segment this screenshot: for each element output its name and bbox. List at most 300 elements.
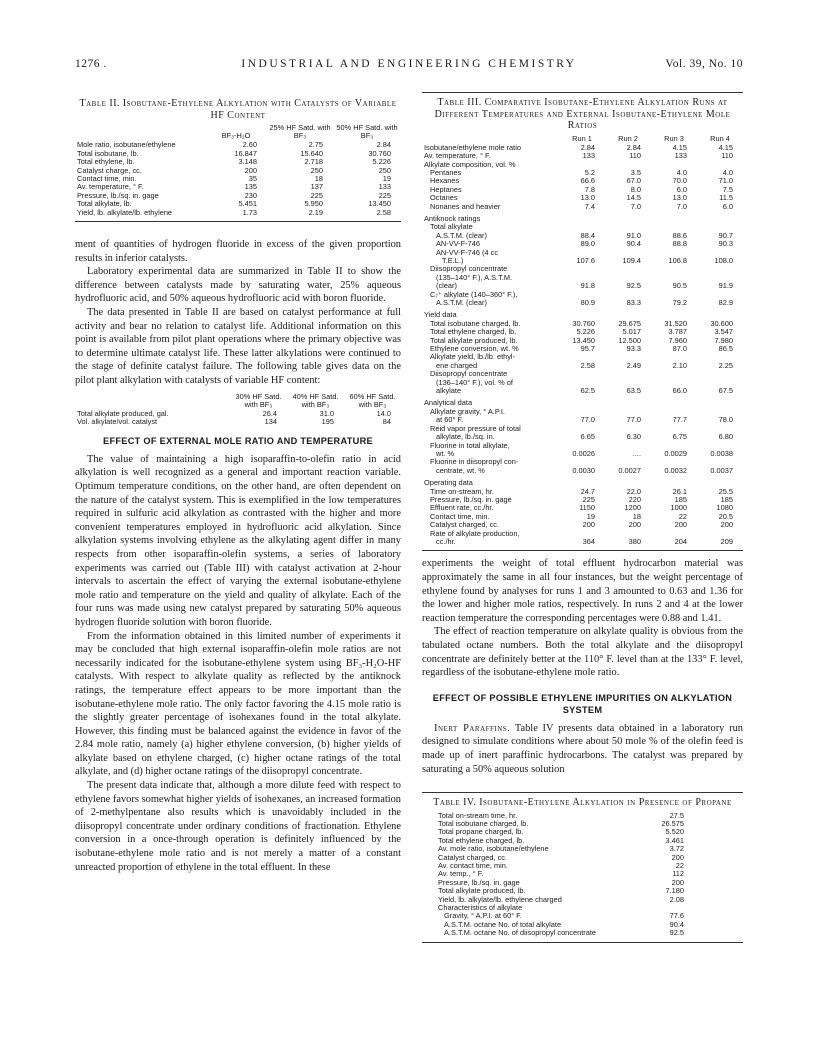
table2-cell: 2.75 [308,140,323,150]
table3-row [422,538,743,546]
table2-cell: 133 [378,182,391,192]
table3-cell: 22 [678,511,687,521]
table3-cell: .... [632,448,641,458]
inline-table-row [75,418,401,426]
table2-row-label: Av. temperature, ° F. [77,182,144,192]
table3-cell: 7.4 [584,201,595,211]
table3-row-label: Diisopropyl concentrate [430,369,508,379]
table3-cell [697,395,743,407]
table4-row-label: Characteristics of alkylate [438,903,523,913]
table3-row-label: Pressure, lb./sq. in. gage [430,494,512,504]
table3-cell [605,475,651,487]
inline-table-header-row [75,393,401,410]
table3-cell: 13.450 [572,335,595,345]
table3-cell: 13.0 [672,193,687,203]
table3-row-label: wt. % [436,448,455,458]
table3-cell [697,161,743,169]
table3-cell: 6.65 [580,432,595,442]
table4-row-label: Total ethylene charged, lb. [438,835,525,845]
table3-cell: 5.226 [576,327,595,337]
table3-row-label: Effluent rate, cc./hr. [430,503,494,513]
table3-cell: 7.8 [584,184,595,194]
table3-cell: 200 [582,520,595,530]
table3-row [422,467,743,475]
table4-cell: 22 [675,861,684,871]
table2-cell: 225 [310,190,323,200]
table3-cell [559,530,605,538]
table3-cell [605,307,651,319]
table3-cell: 22.0 [626,486,641,496]
table2-cell: 2.60 [242,140,257,150]
table3-cell [697,307,743,319]
table3-cell: 14.5 [626,193,641,203]
table3-row-label: Total isobutane charged, lb. [430,318,521,328]
table3-row [422,299,743,307]
table3-cell [559,307,605,319]
table3-cell: 5.017 [622,327,641,337]
table3-cell: 90.4 [626,239,641,249]
table3-cell: 91.8 [580,281,595,291]
table4-row-label: Total alkylate produced, lb. [438,886,526,896]
table2-col-header: 50% HF Satd. with BF₃ [336,123,398,141]
table3-cell: 90.5 [672,281,687,291]
table3-row-label: Catalyst charged, cc. [430,520,500,530]
table3-cell: 31.520 [664,318,687,328]
table3-cell [651,211,697,223]
table3-cell [697,475,743,487]
table3-cell [651,530,697,538]
table3-cell: 90.3 [718,239,733,249]
table2-label: Table II. [79,98,121,109]
table4-cell: 90.4 [669,919,684,929]
table2-col-header: BF₃-H₂O [221,131,251,141]
table2-caption [75,98,401,121]
table4-cell: 92.5 [669,928,684,938]
table3-row-label: T.E.L.) [442,255,464,265]
right-column [422,92,743,943]
page-number: 1276 . [75,58,107,70]
table3-cell: 3.547 [714,327,733,337]
table3-cell: 110 [721,151,733,161]
table3-rule [422,550,743,551]
table3-row-label: Time on-stream, hr. [430,486,494,496]
table4-cell: 3.461 [665,835,684,845]
inline-table-col-header: 40% HF Satd. with BF₃ [292,391,339,409]
section2-heading: EFFECT OF POSSIBLE ETHYLENE IMPURITIES ON ALKYLATION SYSTEM [432,692,733,715]
table3-cell: 79.2 [672,298,687,308]
left-column [75,92,401,874]
table4-row-label: Yield, lb. alkylate/lb. ethylene charged [438,894,562,904]
table3-cell [605,370,651,378]
table4-cell: 200 [671,852,684,862]
table3-row-label: Contact time, min. [430,511,490,521]
table4-cell: 27.5 [669,810,684,820]
table2-rule [75,221,401,222]
table3-cell: 133 [582,151,595,161]
table3-cell: 66.0 [672,386,687,396]
inline-table-row-label: Total alkylate produced, gal. [77,409,169,418]
table3-row-label: (136–140° F.), vol. % of [436,377,513,387]
table3-cell: 4.0 [722,167,733,177]
table3-row-label: Total alkylate [430,222,473,232]
table2-row-label: Total alkylate, lb. [77,199,132,209]
table4-row-label: Total propane charged, lb. [438,827,524,837]
table3-row-label: Alkylate composition, vol. % [424,159,516,169]
table3-cell: 19 [586,511,595,521]
table4-cell: 2.08 [669,894,684,904]
table3-row-label: (135–140° F.), A.S.T.M. [436,272,513,282]
table2-cell: 19 [382,174,391,184]
table3-cell: 6.75 [672,432,687,442]
table3-cell: 20.5 [718,511,733,521]
table2-cell: 200 [244,165,257,175]
table2-cell: 135 [244,182,257,192]
inline-table-row-label: Vol. alkylate/vol. catalyst [77,417,158,427]
table3-cell: 200 [628,520,641,530]
table4-cell: 7.180 [665,886,684,896]
table3-row-label: Octanes [430,193,458,203]
table3-cell [559,475,605,487]
table2-cell: 18 [314,174,323,184]
table3-row-label: Alkylate gravity, ° A.P.I. [430,406,505,416]
table3-row [422,307,743,319]
volume-issue: Vol. 39, No. 10 [665,58,743,70]
table2-row [75,209,401,217]
table3-label: Table III. [437,97,482,108]
table4 [436,812,686,938]
table3-cell: 1000 [670,503,687,513]
table3-cell: 2.84 [580,142,595,152]
table3-row-label: Total ethylene charged, lb. [430,327,517,337]
table3-cell: 86.5 [718,344,733,354]
table2-row-label: Contact time, min. [77,174,137,184]
table3-title: Comparative Isobutane-Ethylene Alkylation Runs at Different Temperatures and External Isobutane-Ethylene Mole Ratios [434,97,731,131]
inline-table-cell: 31.0 [319,409,334,418]
table3-row-label: (clear) [436,281,457,291]
table3-cell: 7.980 [714,335,733,345]
table3-row-label: C₇⁺ alkylate (140–360° F.), [430,289,518,299]
table4-rule [422,942,743,943]
inline-table-body [75,410,401,427]
section1-paragraph: The value of maintaining a high isoparaffin-to-olefin ratio in acid alkylation is well recognized as a general and important reaction variable. Optimum temperature conditions, on the other hand, are often dependent on the nature of the catalyst system. This is exemplified in the low temperatures required in sulfuric acid alkylation as contrasted with the higher and more convenient temperatures employed in hydrofluoric acid alkylation. Since alkylation systems involving ethylene as the alkylating agent differ in many respects from other isoparaffin-olefin systems, a series of laboratory experiments was carried out (Table III) with catalyst activation at 2-hour intervals to ascertain the effect of varying the external isobutane-ethylene mole ratio and temperature on the yield and quality of alkylate. Each of the four runs was made using new catalyst prepared by saturating 50% aqueous hydrogen fluoride solution with boron fluoride. [75,453,401,628]
table3-cell: 204 [674,536,687,546]
table3-cell: 4.0 [676,167,687,177]
table3-cell [605,442,651,450]
table2-cell: 5.950 [304,199,323,209]
table3-row-label: at 60° F. [436,415,464,425]
inline-table-cell: 195 [321,417,334,427]
table3-row-label: Isobutane/ethylene mole ratio [424,142,521,152]
inline-table-header-blank [75,393,230,410]
table3-cell [559,395,605,407]
table3-row-label: Alkylate yield, lb./lb. ethyl- [430,352,516,362]
table2-body [75,141,401,217]
table3-cell [559,370,605,378]
table4-title: Isobutane-Ethylene Alkylation in Presence of Propane [479,797,732,809]
table3-cell: 24.7 [580,486,595,496]
table3-body [422,144,743,547]
table3-cell: 200 [674,520,687,530]
table3-cell: 7.5 [722,184,733,194]
table3-cell: 0.0038 [710,448,733,458]
table3-cell [697,265,743,273]
table3-cell: 6.80 [718,432,733,442]
table3-row-label: Fluorine in diisopropyl con- [430,457,519,467]
table3-cell [559,211,605,223]
table3-cell: 88.4 [580,230,595,240]
table2-cell: 2.718 [304,157,323,167]
section2-lead: Inert Paraffins. [434,722,511,734]
table2-title: Isobutane-Ethylene Alkylation with Catalysts of Variable HF Content [122,98,397,121]
section1-paragraph: The present data indicate that, although a more dilute feed with respect to ethylene favors somewhat higher yields of isohexanes, an increased formation of 2-methylpentane also results which is unavoidably included in the diisopropyl concentrate under ordinary conditions of fractionation. Ethylene conversion in a once-through operation is definitely influenced by the isobutane-ethylene mole ratio and is not merely a matter of a constant unreacted proportion of ethylene in the total effluent. In these [75,780,401,873]
table3-cell: 4.15 [672,142,687,152]
table4-row-label: Av. contact time, min. [438,861,508,871]
table4-caption [422,797,743,809]
table3-row-label: centrate, wt. % [436,465,485,475]
table3-cell [651,161,697,169]
table3-cell: 0.0027 [618,465,641,475]
table3-row-label: Heptanes [430,184,462,194]
table3-col-header: Run 4 [710,133,730,143]
table3-cell: 3.5 [630,167,641,177]
table3-cell: 185 [674,494,687,504]
table3-cell [651,370,697,378]
table4-cell: 112 [672,869,684,879]
table2-row-label: Pressure, lb./sq. in. gage [77,190,159,200]
table3-row-label: Diisopropyl concentrate [430,264,508,274]
table3-cell: 77.0 [626,415,641,425]
table3-col-header: Run 2 [618,133,638,143]
table4-row-label: Pressure, lb./sq. in. gage [438,877,520,887]
table2-row-label: Catalyst charge, cc. [77,165,142,175]
table3-cell: 92.5 [626,281,641,291]
table3-cell: 78.0 [718,415,733,425]
table3-cell: 62.5 [580,386,595,396]
table4-row-label: Av. mole ratio, isobutane/ethylene [438,844,549,854]
table3-cell [697,211,743,223]
table3-cell: 91.9 [718,281,733,291]
table3-col-header: Run 3 [664,133,684,143]
inline-table [75,393,401,427]
table3-cell: 82.9 [718,298,733,308]
table3-cell: 133 [674,151,687,161]
table3-row-label: Av. temperature, ° F. [424,151,491,161]
table3-cell: 2.25 [718,360,733,370]
table4-label: Table IV. [433,797,477,809]
section2-paragraph [422,722,743,776]
table3-cell: 3.787 [668,327,687,337]
table2-cell: 230 [244,190,257,200]
table2-cell: 225 [378,190,391,200]
table3-cell: 12.500 [618,335,641,345]
table2-row-label: Total ethylene, lb. [77,157,135,167]
table3-cell [605,265,651,273]
inline-table-cell: 84 [382,417,391,427]
table3-cell [697,370,743,378]
table3-cell [651,265,697,273]
table3-cell: 63.5 [626,386,641,396]
table3-row-label: Total alkylate produced, lb. [430,335,518,345]
table3-cell: 106.8 [668,255,687,265]
table3-col-header: Run 1 [572,133,592,143]
table4-row-label: Total on-stream time, hr. [438,810,518,820]
table3-cell: 80.9 [580,298,595,308]
table3-cell: 91.0 [626,230,641,240]
table2-cell: 3.148 [238,157,257,167]
table3-cell: 380 [628,536,641,546]
table3-row-label: Analytical data [424,398,473,408]
table2-cell: 35 [248,174,257,184]
table3-cell: 200 [720,520,733,530]
inline-table-cell: 14.0 [376,409,391,418]
table3-row-label: alkylate [436,386,462,396]
table2-row-label: Mole ratio, isobutane/ethylene [77,140,176,150]
table3-cell: 7.960 [668,335,687,345]
table3-cell: 2.84 [626,142,641,152]
table3-cell: 71.0 [718,176,733,186]
table2-cell: 16.847 [234,148,257,158]
inline-table-cell: 134 [264,417,277,427]
table2-col-header: 25% HF Satd. with BF₃ [269,123,331,141]
table4-row [436,929,686,937]
table2-header-row [75,124,401,141]
table3-row-label: Ethylene conversion, wt. % [430,344,519,354]
table4-body [436,812,686,938]
table2-header-blank [75,124,205,141]
table3-cell: 1150 [579,503,595,513]
table3-cell [605,161,651,169]
table3-cell: 83.3 [626,298,641,308]
table2-cell: 5.226 [372,157,391,167]
table3-cell: 2.58 [580,360,595,370]
table4-cell: 5.520 [665,827,684,837]
table3-cell: 6.0 [676,184,687,194]
table3-cell [605,211,651,223]
table3-cell: 5.2 [584,167,595,177]
table3-cell [651,395,697,407]
table3-row [422,177,743,185]
table3-top-rule [422,92,743,93]
table3-cell: 95.7 [580,344,595,354]
table2-cell: 5.451 [238,199,257,209]
table3-row-label: Hexanes [430,176,460,186]
table3-cell: 30.600 [710,318,733,328]
table3-cell [559,265,605,273]
table3-row-label: Nonanes and heavier [430,201,501,211]
table4-top-rule [422,792,743,793]
table4-cell: 3.72 [669,844,684,854]
table2-cell: 2.19 [308,207,323,217]
table3-cell: 0.0029 [664,448,687,458]
table3-cell: 93.3 [626,344,641,354]
table3-cell: 2.10 [672,360,687,370]
table3-cell: 67.0 [626,176,641,186]
table3-cell: 4.15 [718,142,733,152]
table2-cell: 250 [310,165,323,175]
table3-cell: 11.5 [719,193,733,203]
table3-cell: 225 [582,494,595,504]
table3-row-label: A.S.T.M. (clear) [436,230,487,240]
table3-cell: 364 [582,536,595,546]
table4-row-label: Av. temp., ° F. [438,869,484,879]
table3-row-label: Rate of alkylate production, [430,528,520,538]
table3-cell [605,530,651,538]
table3-cell: 25.5 [718,486,733,496]
right-paragraph: The effect of reaction temperature on alkylate quality is obvious from the tabulated octane numbers. Both the total alkylate and the diisopropyl concentrate are definitely better at the 110° F. level than at the 133° F. level, regardless of the isobutane-ethylene mole ratio. [422,626,743,679]
table3-cell: 89.0 [580,239,595,249]
table3-cell: 18 [632,511,641,521]
right-paragraph: experiments the weight of total effluent hydrocarbon material was approximately the same in all four instances, but the weight percentage of ethylene found by analyses for runs 1 and 3 amounted to 0.63 and 1.36 for the lower and higher mole ratios, respectively. In runs 2 and 4 at the lower reaction temperature the corresponding percentages were 0.88 and 1.41. [422,558,743,624]
table2-cell: 30.760 [368,148,391,158]
left-paragraph: Laboratory experimental data are summarized in Table II to show the difference between catalysts made by saturating water, 25% aqueous hydrofluoric acid, and 50% aqueous hydrofluoric acid with boron fluoride. [75,266,401,305]
table3-cell: 77.0 [580,415,595,425]
table3-cell: 1200 [624,503,641,513]
table4-cell: 26.575 [661,819,684,829]
table4-cell: 77.6 [669,911,684,921]
table3-cell: 70.0 [672,176,687,186]
table3-row-label: Antiknock ratings [424,213,481,223]
table3-cell: 8.0 [630,184,641,194]
table3-row-label: Fluorine in total alkylate, [430,440,510,450]
table3-cell: 7.0 [676,201,687,211]
table3-cell [697,530,743,538]
table2-cell: 2.84 [376,140,391,150]
table2-cell: 1.73 [242,207,257,217]
table3-cell [651,307,697,319]
table3-cell: 220 [628,494,641,504]
table2-cell: 15.640 [300,148,323,158]
inline-table-col-header: 60% HF Satd. with BF₃ [349,391,396,409]
section1-paragraph: From the information obtained in this limited number of experiments it may be concluded that high external isoparaffin-olefin mole ratios are not necessarily indicated for the isobutane-ethylene system using BF₃-H₂O-HF catalysts. With respect to alkylate quality as reflected by the antiknock ratings, the temperature effect appears to be more important than the isobutane-ethylene mole ratio. The only factor favoring the 4.15 mole ratio is the slightly greater percentage of isohexanes found in the total alkylate. However, this finding must be balanced against the evidence in favor of the 2.84 mole ratio, namely (a) higher ethylene conversion, (b) higher yields of alkylate based on ethylene charged, (c) higher octane ratings of the total alkylate, and (d) higher octane ratings of the diisopropyl concentrate. [75,630,401,778]
table3-cell: 77.7 [672,415,687,425]
table3 [422,135,743,547]
table3-cell: 0.0030 [572,465,595,475]
section2-text: Table IV presents data obtained in a laboratory run designed to simulate conditions where about 50 mole % of the olefin feed is made up of inert paraffinic hydrocarbons. The catalyst was prepared by saturating a 50% aqueous solution [422,722,743,775]
table3-row [422,161,743,169]
table2-cell: 250 [378,165,391,175]
table2-cell: 2.58 [376,207,391,217]
table3-cell: 67.5 [718,386,733,396]
table3-cell: 87.0 [672,344,687,354]
table4-cell: 200 [671,877,684,887]
table3-cell: 26.1 [672,486,687,496]
table4-row-label: A.S.T.M. octane No. of total alkylate [444,919,562,929]
table3-cell: 209 [720,536,733,546]
left-paragraph: The data presented in Table II are based on catalyst performance at full activity and bear no relation to catalyst life. Additional information on this point is available from pilot plant operations where the primary objective was to determine ultimate catalyst life. These latter alkylations were continued to the stage of definite catalyst failure. The following table gives data on the pilot plant alkylation with catalysts of variable HF content: [75,307,401,386]
table3-cell: 6.0 [722,201,733,211]
table3-row-label: Operating data [424,478,473,488]
inline-table-cell: 26.4 [262,409,277,418]
table3-cell: 185 [720,494,733,504]
table3-cell: 2.49 [626,360,641,370]
table2-cell: 137 [310,182,323,192]
table3-cell: 7.0 [630,201,641,211]
section1-heading: EFFECT OF EXTERNAL MOLE RATIO AND TEMPERATURE [103,435,373,446]
table3-row-label: cc./hr. [436,536,456,546]
table4-row-label: Catalyst charged, cc. [438,852,508,862]
table4-row-label: Gravity, ° A.P.I. at 60° F. [444,911,522,921]
table3-cell: 110 [629,151,641,161]
table3-cell: 107.6 [576,255,595,265]
table3-cell: 29.675 [618,318,641,328]
table3-cell: 0.0032 [664,465,687,475]
running-head [75,58,743,74]
table3-row-label: Reid vapor pressure of total [430,423,521,433]
table3-cell: 88.8 [672,239,687,249]
table3-cell: 0.0026 [572,448,595,458]
table3-row-label: A.S.T.M. (clear) [436,298,487,308]
table3-cell: 66.6 [580,176,595,186]
